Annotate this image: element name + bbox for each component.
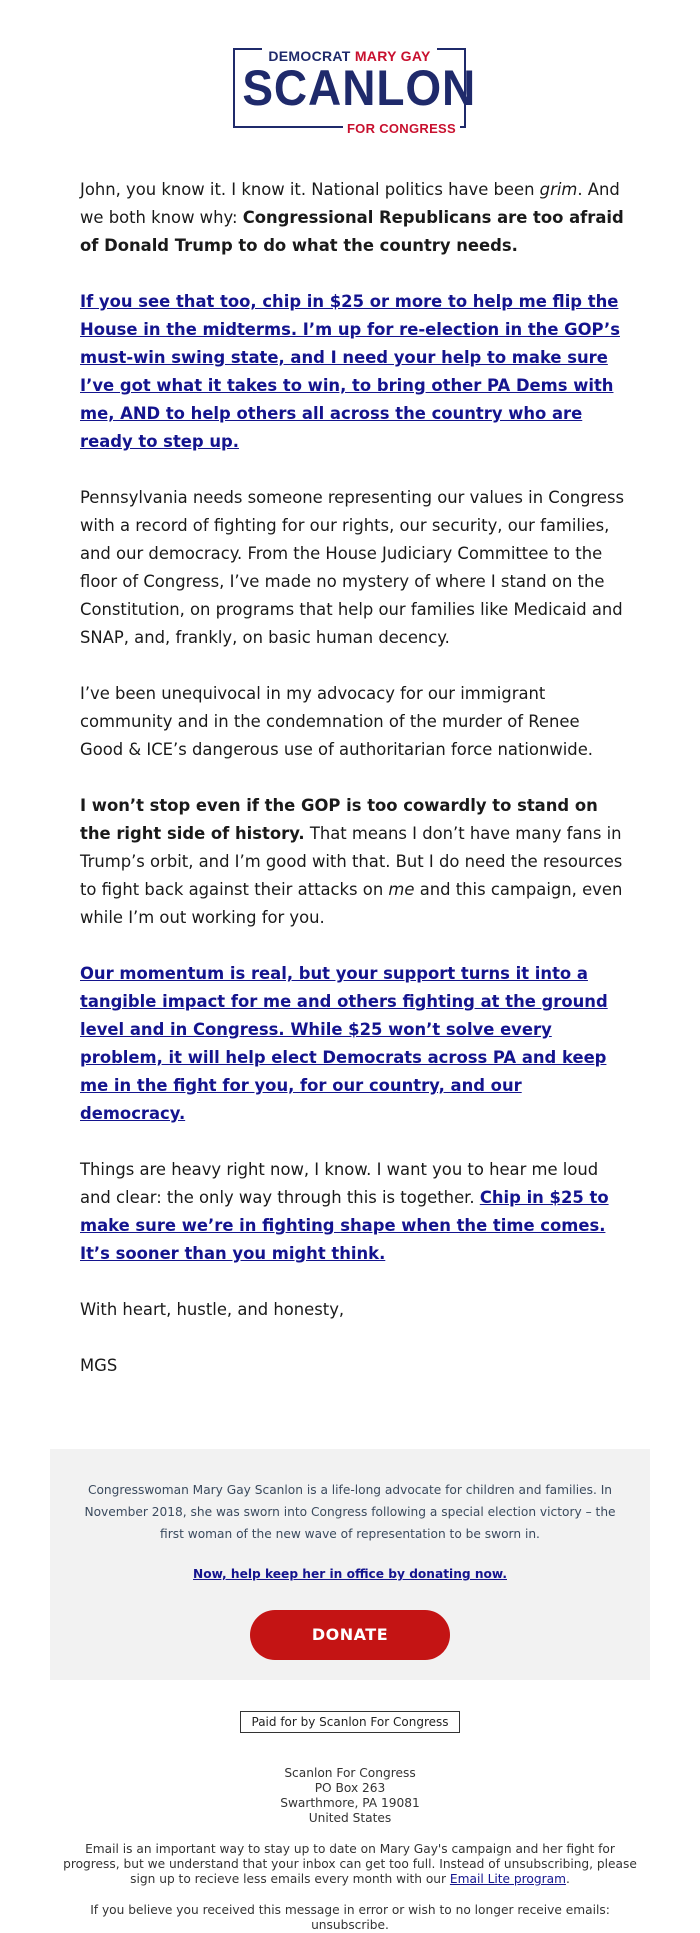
unsubscribe-notice: If you believe you received this message in error or wish to no longer receive emails: unsubscribe. (90, 1903, 610, 1932)
logo-democrat: DEMOCRAT (268, 48, 351, 64)
donate-button[interactable]: DONATE (250, 1610, 450, 1660)
signoff: With heart, hustle, and honesty, (80, 1300, 345, 1319)
logo-name: MARY GAY (354, 48, 431, 64)
mailing-address (0, 1766, 700, 1826)
address-line-1: Scanlon For Congress (284, 1766, 416, 1780)
email-lite-notice: Email is an important way to stay up to date on Mary Gay's campaign and her fight for progress, but we understand that your inbox can get too full. Instead of unsubscribing, please sign up to recieve less emails every month with our Email Lite program. (63, 1842, 637, 1886)
paid-for-disclaimer: Paid for by Scanlon For Congress (240, 1711, 460, 1733)
address-line-4: United States (308, 1811, 392, 1825)
paragraph-donate-link-2 (80, 960, 625, 1128)
donate-link-chip-in[interactable]: Chip in $25 to make sure we’re in fighting shape when the time comes. It’s sooner than you might think. (80, 1188, 609, 1263)
paragraph-values: Pennsylvania needs someone representing our values in Congress with a record of fighting for our rights, our security, our families, and our democracy. From the House Judiciary Committee to the floor of Congress, I’ve made no mystery of where I stand on the Constitution, on programs that help our families like Medicaid and SNAP, and, frankly, on basic human decency. (80, 488, 625, 647)
paragraph-intro: John, you know it. I know it. National politics have been grim. And we both know why: Congressional Republicans are too afraid of Donald Trump to do what the country needs. (80, 180, 624, 255)
paragraph-donate-link-1 (80, 288, 625, 456)
paragraph-together: Things are heavy right now, I know. I want you to hear me loud and clear: the only way through this is together. Chip in $25 to make sure we’re in fighting shape when the time comes. It’s sooner than you might think. (80, 1160, 609, 1263)
address-line-3: Swarthmore, PA 19081 (280, 1796, 420, 1810)
email-body (80, 176, 625, 1408)
footer-bio-box (50, 1449, 650, 1680)
signature: MGS (80, 1356, 118, 1375)
donate-link-flip-house[interactable]: If you see that too, chip in $25 or more to help me flip the House in the midterms. I’m up for re-election in the GOP’s must-win swing state, and I need your help to make sure I’ve got what it takes to win, to bring other PA Dems with me, AND to help others all across the country who are ready to step up. (80, 292, 620, 451)
campaign-logo (233, 48, 477, 136)
paragraph-immigrant: I’ve been unequivocal in my advocacy for our immigrant community and in the condemnation of the murder of Renee Good & ICE’s dangerous use of authoritarian force nationwide. (80, 684, 593, 759)
footer-bio: Congresswoman Mary Gay Scanlon is a life-long advocate for children and families. In November 2018, she was sworn into Congress following a special election victory – the first woman of the new wave of representation to be sworn in. (84, 1483, 616, 1541)
logo-tagline: FOR CONGRESS (343, 121, 460, 137)
email-lite-link[interactable]: Email Lite program (449, 1872, 566, 1886)
footer-donate-link[interactable]: Now, help keep her in office by donating now. (193, 1567, 507, 1581)
unsubscribe-link[interactable]: unsubscribe. (311, 1918, 389, 1932)
address-line-2: PO Box 263 (314, 1781, 386, 1795)
donate-link-momentum[interactable]: Our momentum is real, but your support turns it into a tangible impact for me and others fighting at the ground level and in Congress. While $25 won’t solve every problem, it will help elect Democrats across PA and keep me in the fight for you, for our country, and our democracy. (80, 964, 608, 1123)
paragraph-wont-stop: I won’t stop even if the GOP is too cowardly to stand on the right side of history. That means I don’t have many fans in Trump’s orbit, and I’m good with that. But I do need the resources to fight back against their attacks on me and this campaign, even while I’m out working for you. (80, 796, 623, 927)
logo-scanlon: SCANLON (242, 60, 477, 116)
